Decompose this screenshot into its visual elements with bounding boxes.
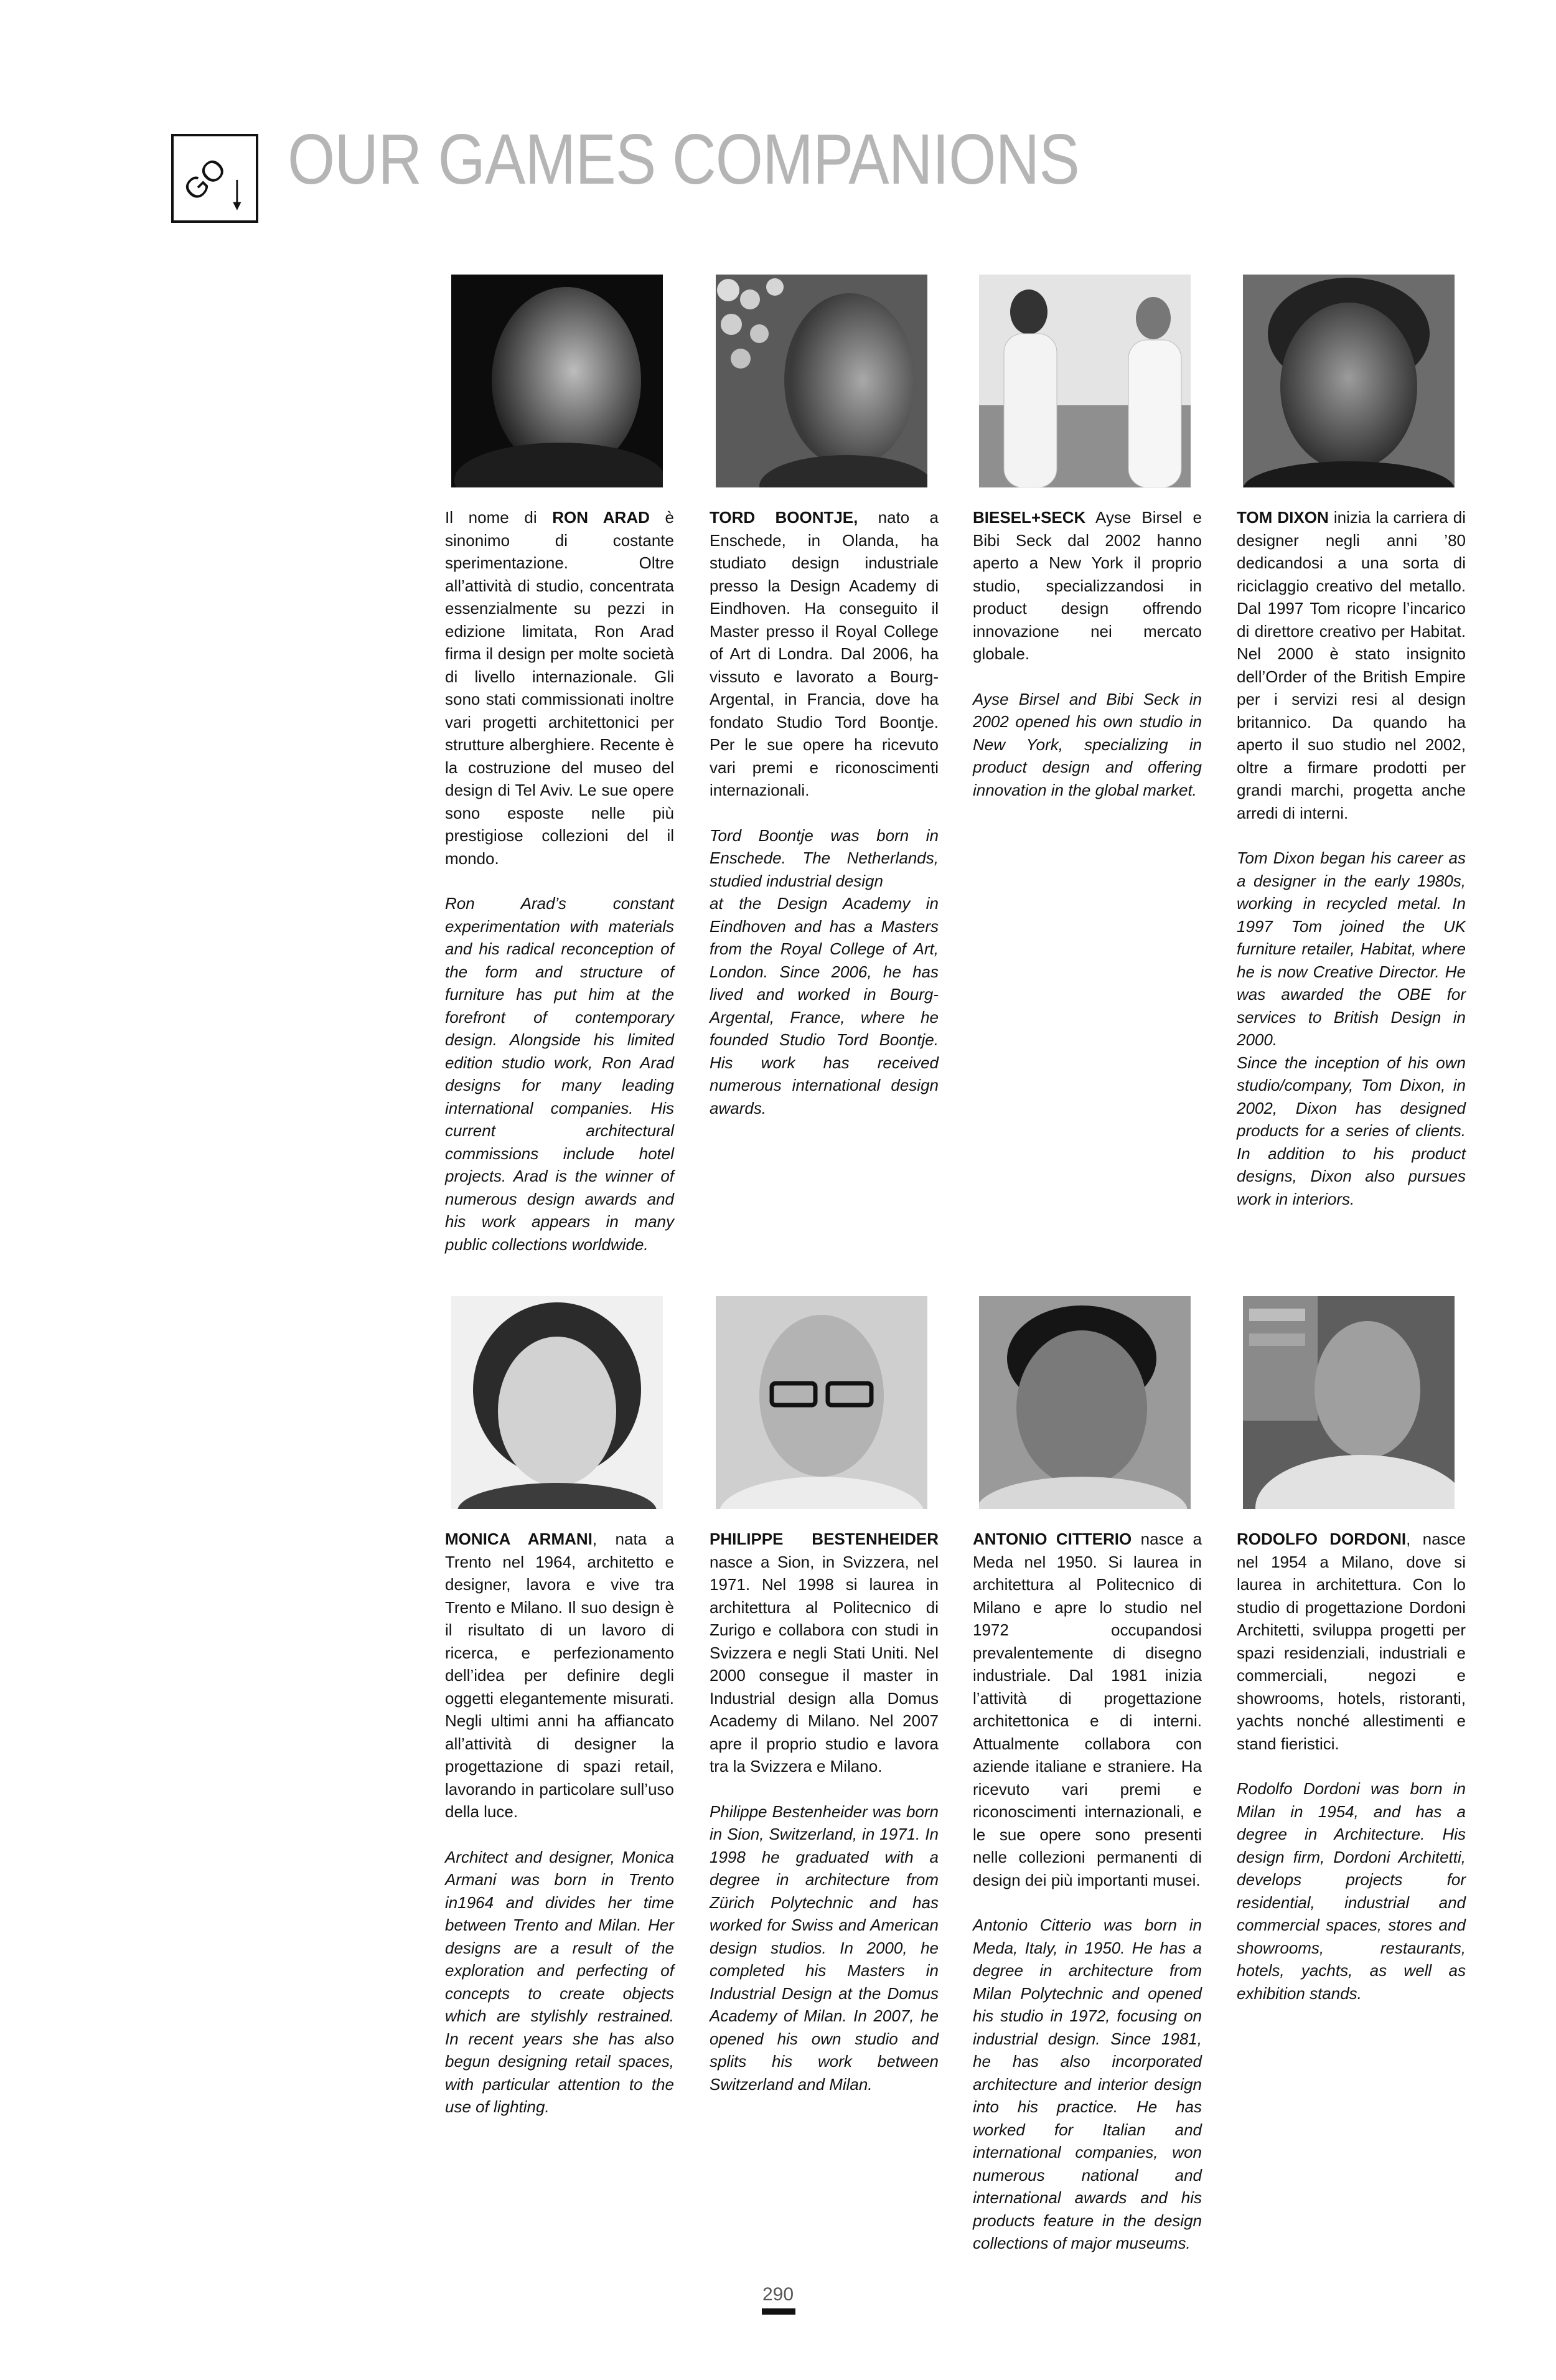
companion-card-philippe-bestenheider [710, 1296, 939, 2118]
designer-name: BIESEL+SECK [973, 508, 1086, 527]
bio-italian: BIESEL+SECK Ayse Birsel e Bibi Seck dal 2002 hanno aperto a New York il proprio studio, specializzandosi in product design offrendo innovazione nei mercato globale. [973, 508, 1202, 663]
bio-italian: TORD BOONTJE, nato a Enschede, in Olanda, ha studiato design industriale presso la Design Academy di Eindhoven. Ha conseguito il Master presso il Royal College of Art di Londra. Dal 2006, ha vissuto e lavorato a Bourg-Argental, in Francia, dove ha fondato Studio Tord Boontje. Per le sue opere ha ricevuto vari premi e riconoscimenti internazionali. [710, 508, 939, 799]
companion-card-monica-armani [445, 1296, 674, 2141]
bio-italian: TOM DIXON inizia la carriera di designer negli anni ’80 dedicandosi a una sorta di riciclaggio creativo del metallo. Dal 1997 Tom ricopre l’incarico di direttore creativo per Habitat. Nel 2000 è stato insignito dell’Order of the British Empire per i servizi resi al design britannico. Da quando ha aperto il suo studio nel 2002, oltre a firmare prodotti per grandi marchi, progetta anche arredi di interni. [1237, 508, 1466, 822]
designer-name: RON ARAD [552, 508, 650, 527]
portrait-photo [1243, 275, 1455, 487]
bio-english: Rodolfo Dordoni was born in Milan in 1954, and has a degree in Architecture. His design firm, Dordoni Architetti, develops projects for residential, industrial and commercial spaces, stores and showrooms, restaurants, hotels, yachts, as well as exhibition stands. [1237, 1779, 1466, 2003]
portrait-photo [979, 275, 1191, 487]
portrait-photo [451, 1296, 663, 1509]
companion-card-ron-arad [445, 275, 674, 1278]
bio-english: Architect and designer, Monica Armani was born in Trento in1964 and divides her time between Trento and Milan. Her designs are a result of the exploration and perfecting of concepts to create objects which are stylishly restrained. In recent years she has also begun designing retail spaces, with particular attention to the use of lighting. [445, 1847, 674, 2116]
bio-italian: MONICA ARMANI, nata a Trento nel 1964, architetto e designer, lavora e vive tra Trento e Milano. Il suo design è il risultato di un lavoro di ricerca, e perfezionamento dell’idea per definire degli oggetti elegantemente misurati. Negli ultimi anni ha affiancato all’attività di designer la progettazione di spazi retail, lavorando in particolare sull’uso della luce. [445, 1530, 675, 1821]
bio-english: Ayse Birsel and Bibi Seck in 2002 opened his own studio in New York, specializing in product design and offering innovation in the global market. [973, 689, 1202, 799]
bio-english: Antonio Citterio was born in Meda, Italy, in 1950. He has a degree in architecture from Milan Polytechnic and opened his studio in 1972, focusing on industrial design. Since 1981, he has also incorporated architecture and interior design into his practice. He has worked for Italian and international companies, won numerous national and international awards and his products feature in the design collections of major museums. [973, 1916, 1202, 2252]
companion-card-tom-dixon [1237, 275, 1466, 1233]
companion-card-biesel-seck [973, 275, 1202, 824]
go-logo-text: GO [177, 151, 233, 207]
bio-italian: Il nome di RON ARAD è sinonimo di costante sperimentazione. Oltre all’attività di studio, concentrata essenzialmente su pezzi in edizione limitata, Ron Arad firma il design per molte società di livello internazionale. Gli sono stati commissionati inoltre vari progetti architettonici per strutture alberghiere. Recente è la costruzione del museo del design di Tel Aviv. Le sue opere sono esposte nelle più prestigiose collezioni del il mondo. [445, 508, 675, 868]
portrait-photo [451, 275, 663, 487]
bio-italian: ANTONIO CITTERIO nasce a Meda nel 1950. Si laurea in architettura al Politecnico di Milano e apre lo studio nel 1972 occupandosi prevalentemente di disegno industriale. Dal 1981 inizia l’attività di progettazione architettonica e di interni. Attualmente collabora con aziende italiane e straniere. Ha ricevuto vari premi e riconoscimenti internazionali, e le sue opere sono presenti nelle collezioni permanenti di design dei più importanti musei. [973, 1530, 1202, 1889]
page-number-underline [762, 2308, 795, 2315]
page-title: OUR GAMES COMPANIONS [288, 120, 1079, 199]
designer-name: PHILIPPE BESTENHEIDER [710, 1530, 939, 1548]
bio-italian: RODOLFO DORDONI, nasce nel 1954 a Milano, dove si laurea in architettura. Con lo studio di progettazione Dordoni Architetti, sviluppa progetti per spazi residenziali, industriali e commerciali, negozi e showrooms, hotels, ristoranti, yachts nonché allestimenti e stand fieristici. [1237, 1530, 1466, 1753]
bio-english: Ron Arad’s constant experimentation with materials and his radical reconception of the form and structure of furniture has put him at the forefront of contemporary design. Alongside his limited edition studio work, Ron Arad designs for many leading international companies. His current architectural commissions include hotel projects. Arad is the winner of numerous design awards and his work appears in many public collections worldwide. [445, 894, 674, 1254]
companion-card-rodolfo-dordoni [1237, 1296, 1466, 2027]
bio-italian: PHILIPPE BESTENHEIDER nasce a Sion, in Svizzera, nel 1971. Nel 1998 si laurea in architettura al Politecnico di Zurigo e collabora con studi in Svizzera e negli Stati Uniti. Nel 2000 consegue il master in Industrial design alla Domus Academy di Milano. Nel 2007 apre il proprio studio e lavora tra la Svizzera e Milano. [710, 1530, 939, 1776]
designer-name: ANTONIO CITTERIO [973, 1530, 1132, 1548]
portrait-photo [716, 1296, 927, 1509]
companion-card-antonio-citterio [973, 1296, 1202, 2277]
companion-card-tord-boontje [710, 275, 939, 1142]
bio-english: Tom Dixon began his career as a designer in the early 1980s, working in recycled metal. In 1997 Tom joined the UK furniture retailer, Habitat, where he is now Creative Director. He was awarded the OBE for services to British Design in 2000. Since the inception of his own studio/company, Tom Dixon, in 2002, Dixon has designed products for a series of clients. In addition to his product designs, Dixon also pursues work in interiors. [1237, 849, 1466, 1208]
designer-name: MONICA ARMANI [445, 1530, 593, 1548]
bio-english: Philippe Bestenheider was born in Sion, Switzerland, in 1971. In 1998 he graduated with a degree in architecture from Zürich Polytechnic and has worked for Swiss and American design studios. In 2000, he completed his Masters in Industrial Design at the Domus Academy of Milan. In 2007, he opened his own studio and splits his work between Switzerland and Milan. [710, 1802, 939, 2094]
designer-name: RODOLFO DORDONI [1237, 1530, 1407, 1548]
portrait-photo [979, 1296, 1191, 1509]
portrait-photo [716, 275, 927, 487]
page-number: 290 [762, 2284, 794, 2305]
designer-name: TOM DIXON [1237, 508, 1329, 527]
bio-english: Tord Boontje was born in Enschede. The Netherlands, studied industrial design at the Design Academy in Eindhoven and has a Masters from the Royal College of Art, London. Since 2006, he has lived and worked in Bourg-Argental, France, where he founded Studio Tord Boontje. His work has received numerous international design awards. [710, 825, 939, 1117]
go-logo [171, 134, 258, 223]
portrait-photo [1243, 1296, 1455, 1509]
designer-name: TORD BOONTJE, [710, 508, 858, 527]
